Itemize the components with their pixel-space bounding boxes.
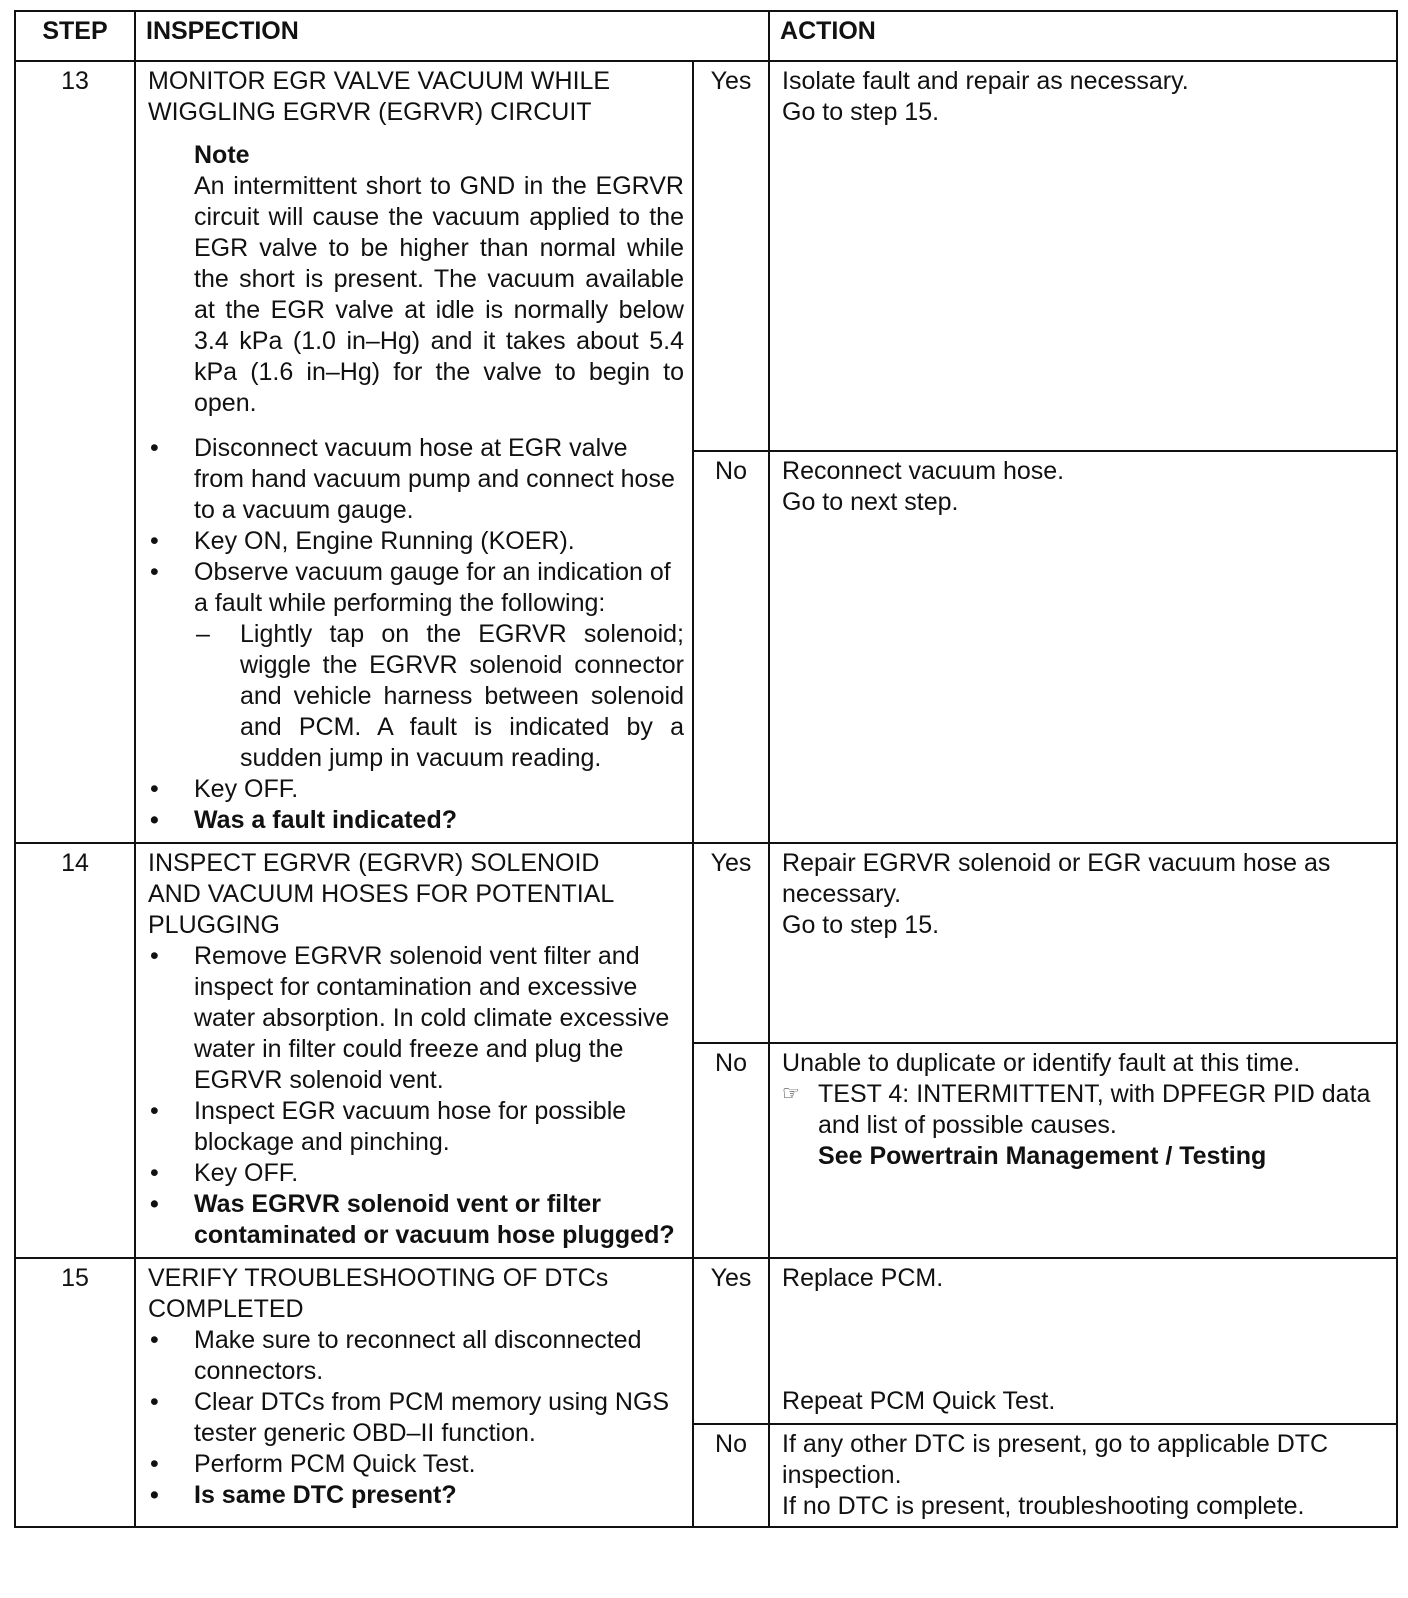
step-13-inspection	[135, 61, 693, 843]
list-item	[148, 557, 684, 774]
action-line: Replace PCM.	[782, 1264, 944, 1292]
step-title-line: MONITOR EGR VALVE VACUUM WHILE	[148, 67, 611, 95]
action-line: If no DTC is present, troubleshooting complete.	[782, 1492, 1305, 1520]
list-item: • Key ON, Engine Running (KOER).	[148, 526, 684, 557]
step-13-yes-row	[15, 61, 1397, 451]
question-item: • Was EGRVR solenoid vent or filter contaminated or vacuum hose plugged?	[148, 1189, 684, 1251]
step-number: 14	[15, 843, 135, 1258]
no-label: No	[693, 1043, 769, 1258]
pointing-hand-icon: ☞	[782, 1083, 800, 1105]
no-action	[769, 451, 1397, 843]
list-item: • Inspect EGR vacuum hose for possible blockage and pinching.	[148, 1096, 684, 1158]
list-item: • Remove EGRVR solenoid vent filter and inspect for contamination and excessive water absorption. In cold climate excessive water in filter could freeze and plug the EGRVR solenoid vent.	[148, 941, 684, 1096]
question-item: • Is same DTC present?	[148, 1480, 684, 1511]
step-title-line: INSPECT EGRVR (EGRVR) SOLENOID	[148, 849, 600, 877]
no-action	[769, 1043, 1397, 1258]
bullet-list	[148, 1325, 684, 1511]
action-line: Go to next step.	[782, 488, 959, 516]
yes-action	[769, 1258, 1397, 1424]
list-item: • Perform PCM Quick Test.	[148, 1449, 684, 1480]
yes-action	[769, 843, 1397, 1043]
step-number: 15	[15, 1258, 135, 1527]
step-15-inspection	[135, 1258, 693, 1527]
header-row	[15, 11, 1397, 61]
step-15-yes-row	[15, 1258, 1397, 1424]
sub-list-item: – Lightly tap on the EGRVR solenoid; wiggle the EGRVR solenoid connector and vehicle harness between solenoid and PCM. A fault is indicated by a sudden jump in vacuum reading.	[194, 619, 684, 774]
sub-list	[194, 619, 684, 774]
list-item: • Key OFF.	[148, 1158, 684, 1189]
action-line: Unable to duplicate or identify fault at this time.	[782, 1049, 1301, 1077]
no-label: No	[693, 1424, 769, 1527]
yes-label: Yes	[693, 1258, 769, 1424]
list-item: • Disconnect vacuum hose at EGR valve from hand vacuum pump and connect hose to a vacuum gauge.	[148, 433, 684, 526]
reference-bold-text: See Powertrain Management / Testing	[818, 1142, 1267, 1170]
list-item: • Clear DTCs from PCM memory using NGS tester generic OBD–II function.	[148, 1387, 684, 1449]
yes-label: Yes	[693, 843, 769, 1043]
cross-reference	[782, 1079, 1388, 1172]
action-line: Isolate fault and repair as necessary.	[782, 67, 1189, 95]
yes-label: Yes	[693, 61, 769, 451]
action-line: Go to step 15.	[782, 911, 940, 939]
bullet-list	[148, 433, 684, 836]
step-title-line: AND VACUUM HOSES FOR POTENTIAL	[148, 880, 615, 908]
action-line: Repeat PCM Quick Test.	[782, 1387, 1056, 1415]
diagnostic-table	[14, 10, 1398, 1528]
list-item: • Key OFF.	[148, 774, 684, 805]
action-line: Reconnect vacuum hose.	[782, 457, 1065, 485]
reference-text: TEST 4: INTERMITTENT, with DPFEGR PID data and list of possible causes.	[818, 1080, 1371, 1139]
step-title-line: PLUGGING	[148, 911, 280, 939]
header-inspection: INSPECTION	[135, 11, 769, 61]
no-action	[769, 1424, 1397, 1527]
header-step: STEP	[15, 11, 135, 61]
yes-action	[769, 61, 1397, 451]
step-title-line: WIGGLING EGRVR (EGRVR) CIRCUIT	[148, 98, 592, 126]
note-box	[194, 140, 684, 419]
step-title-line: VERIFY TROUBLESHOOTING OF DTCs	[148, 1264, 609, 1292]
list-item: • Make sure to reconnect all disconnected connectors.	[148, 1325, 684, 1387]
action-line: If any other DTC is present, go to applicable DTC inspection.	[782, 1430, 1329, 1489]
step-title-line: COMPLETED	[148, 1295, 304, 1323]
step-14-yes-row	[15, 843, 1397, 1043]
bullet-list	[148, 941, 684, 1251]
no-label: No	[693, 451, 769, 843]
procedure-sheet	[14, 10, 1396, 1528]
action-line: Repair EGRVR solenoid or EGR vacuum hose as necessary.	[782, 849, 1331, 908]
step-14-inspection	[135, 843, 693, 1258]
header-action: ACTION	[769, 11, 1397, 61]
action-line: Go to step 15.	[782, 98, 940, 126]
question-item: • Was a fault indicated?	[148, 805, 684, 836]
step-number: 13	[15, 61, 135, 843]
list-item-text: Observe vacuum gauge for an indication of a fault while performing the following:	[194, 558, 671, 617]
note-heading: Note	[194, 141, 250, 169]
note-body: An intermittent short to GND in the EGRVR circuit will cause the vacuum applied to the EGR valve to be higher than normal while the short is present. The vacuum available at the EGR valve at idle is normally below 3.4 kPa (1.0 in–Hg) and it takes about 5.4 kPa (1.6 in–Hg) for the valve to begin to open.	[194, 172, 684, 417]
